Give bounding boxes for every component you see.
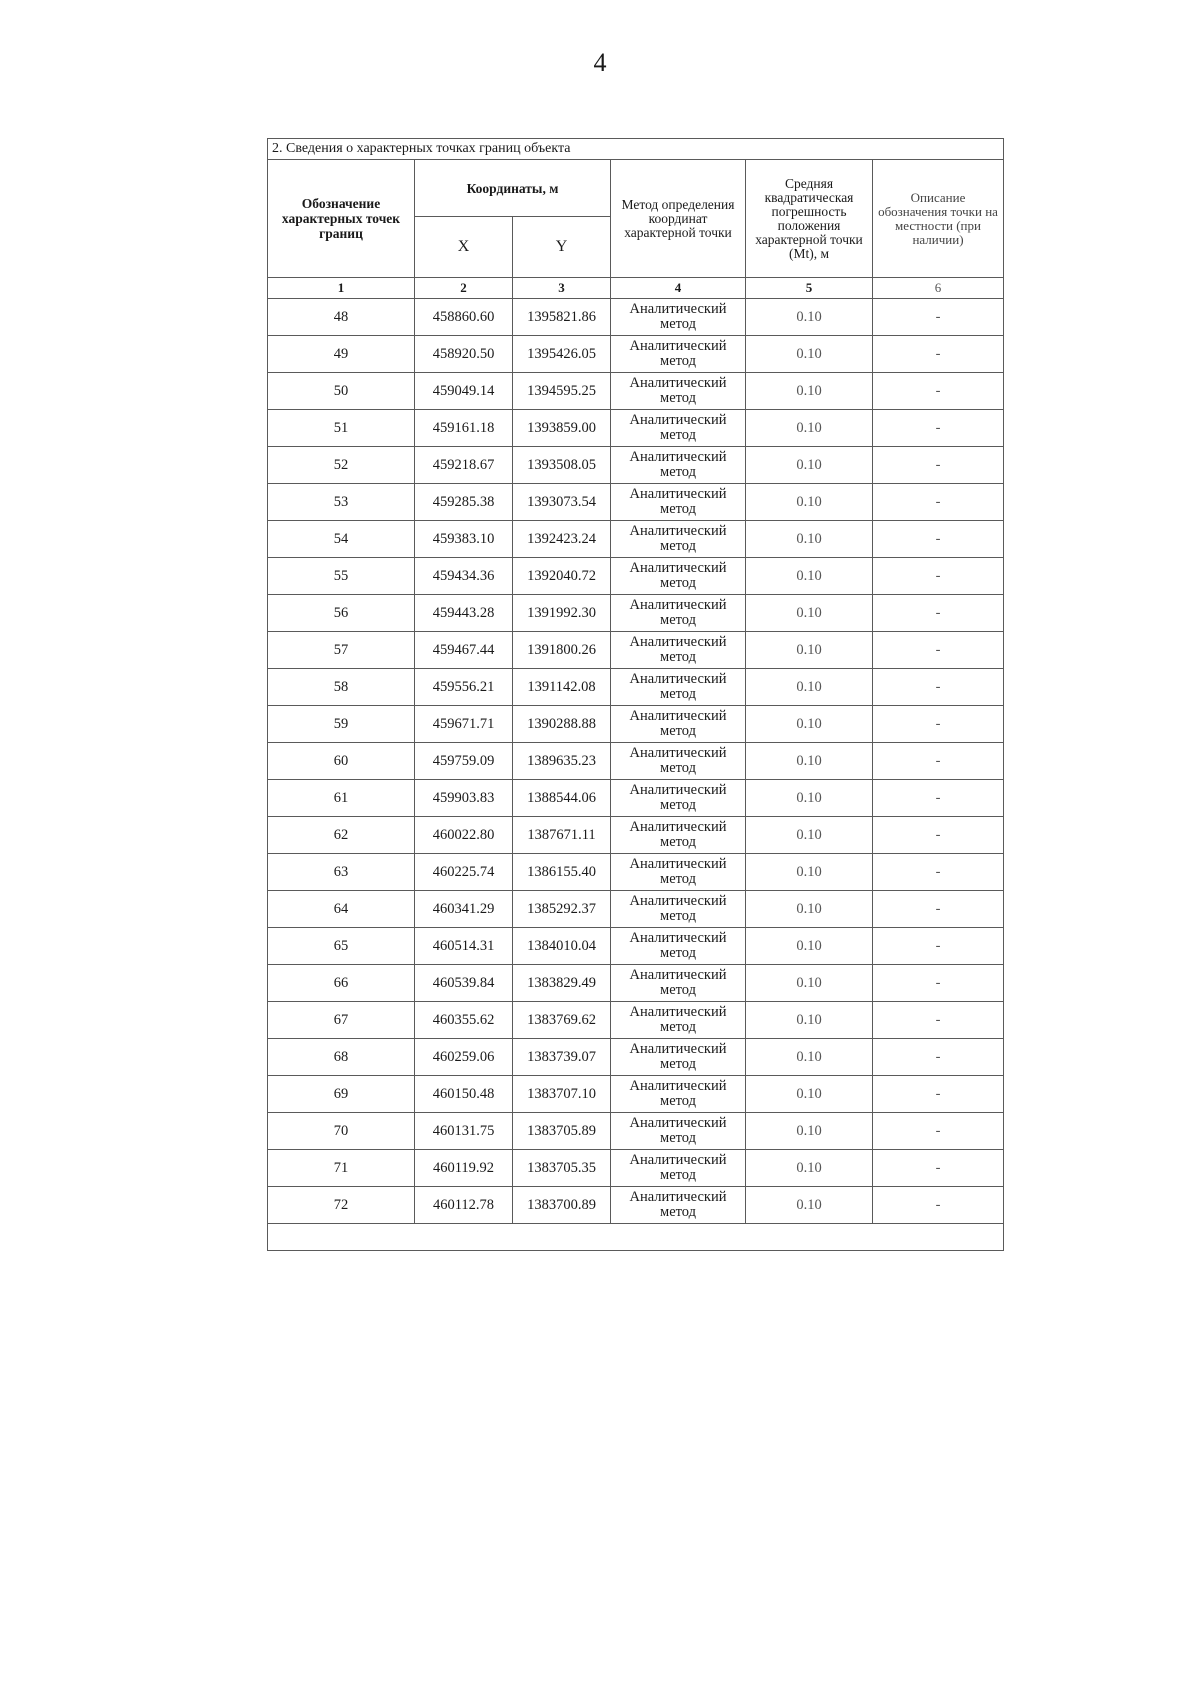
- y-coordinate-cell: 1388544.06: [513, 780, 611, 817]
- x-coordinate-cell: 460355.62: [415, 1002, 513, 1039]
- method-cell: Аналитический метод: [611, 484, 746, 521]
- y-coordinate-cell: 1395426.05: [513, 336, 611, 373]
- method-cell: Аналитический метод: [611, 1076, 746, 1113]
- mean-error-cell: 0.10: [746, 928, 873, 965]
- y-coordinate-cell: 1390288.88: [513, 706, 611, 743]
- method-cell: Аналитический метод: [611, 780, 746, 817]
- point-cell: 55: [268, 558, 415, 595]
- point-cell: 61: [268, 780, 415, 817]
- table-row: [268, 706, 1004, 743]
- description-cell: -: [873, 373, 1004, 410]
- mean-error-cell: 0.10: [746, 632, 873, 669]
- y-coordinate-cell: 1391142.08: [513, 669, 611, 706]
- mean-error-cell: 0.10: [746, 854, 873, 891]
- x-coordinate-cell: 459443.28: [415, 595, 513, 632]
- description-cell: -: [873, 299, 1004, 336]
- x-coordinate-cell: 460112.78: [415, 1187, 513, 1224]
- table-row: [268, 1150, 1004, 1187]
- mean-error-cell: 0.10: [746, 1113, 873, 1150]
- y-coordinate-cell: 1393508.05: [513, 447, 611, 484]
- x-coordinate-cell: 459556.21: [415, 669, 513, 706]
- description-cell: -: [873, 336, 1004, 373]
- point-cell: 59: [268, 706, 415, 743]
- column-number: 6: [873, 278, 1004, 299]
- mean-error-cell: 0.10: [746, 780, 873, 817]
- mean-error-cell: 0.10: [746, 1187, 873, 1224]
- table-row: [268, 521, 1004, 558]
- column-number: 5: [746, 278, 873, 299]
- description-cell: -: [873, 521, 1004, 558]
- method-cell: Аналитический метод: [611, 854, 746, 891]
- method-cell: Аналитический метод: [611, 521, 746, 558]
- table-row: [268, 1002, 1004, 1039]
- mean-error-cell: 0.10: [746, 373, 873, 410]
- point-cell: 51: [268, 410, 415, 447]
- description-cell: -: [873, 891, 1004, 928]
- description-cell: -: [873, 1039, 1004, 1076]
- y-coordinate-cell: 1383769.62: [513, 1002, 611, 1039]
- mean-error-cell: 0.10: [746, 817, 873, 854]
- description-cell: -: [873, 965, 1004, 1002]
- y-coordinate-cell: 1384010.04: [513, 928, 611, 965]
- method-cell: Аналитический метод: [611, 373, 746, 410]
- x-coordinate-cell: 459383.10: [415, 521, 513, 558]
- column-number-row: [268, 278, 1004, 299]
- method-cell: Аналитический метод: [611, 1187, 746, 1224]
- point-cell: 70: [268, 1113, 415, 1150]
- x-coordinate-cell: 459759.09: [415, 743, 513, 780]
- table-row: [268, 1039, 1004, 1076]
- x-coordinate-cell: 459434.36: [415, 558, 513, 595]
- point-cell: 67: [268, 1002, 415, 1039]
- description-cell: -: [873, 743, 1004, 780]
- point-cell: 56: [268, 595, 415, 632]
- mean-error-cell: 0.10: [746, 706, 873, 743]
- point-cell: 54: [268, 521, 415, 558]
- x-coordinate-cell: 459467.44: [415, 632, 513, 669]
- x-coordinate-cell: 459161.18: [415, 410, 513, 447]
- y-coordinate-cell: 1383707.10: [513, 1076, 611, 1113]
- header-mean-error: Средняя квадратическая погрешность положения характерной точки (Mt), м: [746, 160, 873, 278]
- mean-error-cell: 0.10: [746, 1002, 873, 1039]
- x-coordinate-cell: 460131.75: [415, 1113, 513, 1150]
- table-row: [268, 484, 1004, 521]
- description-cell: -: [873, 484, 1004, 521]
- table-row: [268, 558, 1004, 595]
- point-cell: 49: [268, 336, 415, 373]
- table-row: [268, 1187, 1004, 1224]
- point-cell: 62: [268, 817, 415, 854]
- point-cell: 65: [268, 928, 415, 965]
- column-number: 2: [415, 278, 513, 299]
- y-coordinate-cell: 1394595.25: [513, 373, 611, 410]
- x-coordinate-cell: 460539.84: [415, 965, 513, 1002]
- point-cell: 48: [268, 299, 415, 336]
- x-coordinate-cell: 460022.80: [415, 817, 513, 854]
- description-cell: -: [873, 632, 1004, 669]
- x-coordinate-cell: 458860.60: [415, 299, 513, 336]
- description-cell: -: [873, 854, 1004, 891]
- method-cell: Аналитический метод: [611, 595, 746, 632]
- mean-error-cell: 0.10: [746, 484, 873, 521]
- description-cell: -: [873, 1076, 1004, 1113]
- mean-error-cell: 0.10: [746, 1039, 873, 1076]
- header-y: Y: [513, 217, 611, 278]
- x-coordinate-cell: 460341.29: [415, 891, 513, 928]
- x-coordinate-cell: 460150.48: [415, 1076, 513, 1113]
- section-title: 2. Сведения о характерных точках границ объекта: [268, 139, 1004, 160]
- description-cell: -: [873, 447, 1004, 484]
- table-row: [268, 817, 1004, 854]
- y-coordinate-cell: 1383739.07: [513, 1039, 611, 1076]
- y-coordinate-cell: 1383705.35: [513, 1150, 611, 1187]
- description-cell: -: [873, 410, 1004, 447]
- header-method: Метод определения координат характерной точки: [611, 160, 746, 278]
- method-cell: Аналитический метод: [611, 743, 746, 780]
- table-row: [268, 410, 1004, 447]
- method-cell: Аналитический метод: [611, 891, 746, 928]
- boundary-points-section: [267, 138, 1003, 1251]
- x-coordinate-cell: 460514.31: [415, 928, 513, 965]
- table-row: [268, 854, 1004, 891]
- description-cell: -: [873, 780, 1004, 817]
- description-cell: -: [873, 817, 1004, 854]
- point-cell: 58: [268, 669, 415, 706]
- table-row: [268, 891, 1004, 928]
- table-row: [268, 595, 1004, 632]
- mean-error-cell: 0.10: [746, 965, 873, 1002]
- mean-error-cell: 0.10: [746, 743, 873, 780]
- x-coordinate-cell: 459285.38: [415, 484, 513, 521]
- boundary-points-table: [267, 138, 1004, 1251]
- y-coordinate-cell: 1386155.40: [513, 854, 611, 891]
- method-cell: Аналитический метод: [611, 558, 746, 595]
- y-coordinate-cell: 1383705.89: [513, 1113, 611, 1150]
- y-coordinate-cell: 1391800.26: [513, 632, 611, 669]
- method-cell: Аналитический метод: [611, 965, 746, 1002]
- method-cell: Аналитический метод: [611, 447, 746, 484]
- mean-error-cell: 0.10: [746, 336, 873, 373]
- point-cell: 69: [268, 1076, 415, 1113]
- table-row: [268, 1076, 1004, 1113]
- description-cell: -: [873, 558, 1004, 595]
- table-row: [268, 780, 1004, 817]
- x-coordinate-cell: 460225.74: [415, 854, 513, 891]
- table-row: [268, 743, 1004, 780]
- method-cell: Аналитический метод: [611, 669, 746, 706]
- mean-error-cell: 0.10: [746, 669, 873, 706]
- column-number: 4: [611, 278, 746, 299]
- description-cell: -: [873, 928, 1004, 965]
- mean-error-cell: 0.10: [746, 558, 873, 595]
- mean-error-cell: 0.10: [746, 299, 873, 336]
- y-coordinate-cell: 1383700.89: [513, 1187, 611, 1224]
- table-row: [268, 447, 1004, 484]
- header-coordinates: Координаты, м: [415, 160, 611, 217]
- method-cell: Аналитический метод: [611, 410, 746, 447]
- header-point-designation: Обозначение характерных точек границ: [268, 160, 415, 278]
- page-number: 4: [593, 48, 607, 77]
- y-coordinate-cell: 1395821.86: [513, 299, 611, 336]
- column-number: 1: [268, 278, 415, 299]
- x-coordinate-cell: 459218.67: [415, 447, 513, 484]
- y-coordinate-cell: 1393859.00: [513, 410, 611, 447]
- empty-cell: [268, 1224, 1004, 1251]
- description-cell: -: [873, 1113, 1004, 1150]
- method-cell: Аналитический метод: [611, 1002, 746, 1039]
- table-body: [268, 299, 1004, 1224]
- point-cell: 52: [268, 447, 415, 484]
- point-cell: 63: [268, 854, 415, 891]
- table-row: [268, 299, 1004, 336]
- point-cell: 60: [268, 743, 415, 780]
- mean-error-cell: 0.10: [746, 1076, 873, 1113]
- point-cell: 68: [268, 1039, 415, 1076]
- point-cell: 66: [268, 965, 415, 1002]
- y-coordinate-cell: 1391992.30: [513, 595, 611, 632]
- x-coordinate-cell: 458920.50: [415, 336, 513, 373]
- mean-error-cell: 0.10: [746, 1150, 873, 1187]
- y-coordinate-cell: 1392423.24: [513, 521, 611, 558]
- method-cell: Аналитический метод: [611, 336, 746, 373]
- point-cell: 72: [268, 1187, 415, 1224]
- point-cell: 71: [268, 1150, 415, 1187]
- mean-error-cell: 0.10: [746, 891, 873, 928]
- method-cell: Аналитический метод: [611, 817, 746, 854]
- x-coordinate-cell: 460259.06: [415, 1039, 513, 1076]
- table-row: [268, 373, 1004, 410]
- table-row: [268, 336, 1004, 373]
- table-row: [268, 928, 1004, 965]
- x-coordinate-cell: 460119.92: [415, 1150, 513, 1187]
- x-coordinate-cell: 459671.71: [415, 706, 513, 743]
- mean-error-cell: 0.10: [746, 595, 873, 632]
- header-x: X: [415, 217, 513, 278]
- description-cell: -: [873, 1150, 1004, 1187]
- point-cell: 53: [268, 484, 415, 521]
- y-coordinate-cell: 1393073.54: [513, 484, 611, 521]
- y-coordinate-cell: 1385292.37: [513, 891, 611, 928]
- description-cell: -: [873, 706, 1004, 743]
- point-cell: 57: [268, 632, 415, 669]
- method-cell: Аналитический метод: [611, 1150, 746, 1187]
- mean-error-cell: 0.10: [746, 447, 873, 484]
- description-cell: -: [873, 595, 1004, 632]
- table-row: [268, 965, 1004, 1002]
- table-row: [268, 669, 1004, 706]
- y-coordinate-cell: 1389635.23: [513, 743, 611, 780]
- x-coordinate-cell: 459049.14: [415, 373, 513, 410]
- method-cell: Аналитический метод: [611, 632, 746, 669]
- method-cell: Аналитический метод: [611, 928, 746, 965]
- description-cell: -: [873, 1187, 1004, 1224]
- mean-error-cell: 0.10: [746, 521, 873, 558]
- method-cell: Аналитический метод: [611, 1113, 746, 1150]
- y-coordinate-cell: 1383829.49: [513, 965, 611, 1002]
- header-description: Описание обозначения точки на местности (при наличии): [873, 160, 1004, 278]
- point-cell: 50: [268, 373, 415, 410]
- mean-error-cell: 0.10: [746, 410, 873, 447]
- x-coordinate-cell: 459903.83: [415, 780, 513, 817]
- column-number: 3: [513, 278, 611, 299]
- method-cell: Аналитический метод: [611, 1039, 746, 1076]
- description-cell: -: [873, 669, 1004, 706]
- table-row: [268, 632, 1004, 669]
- method-cell: Аналитический метод: [611, 299, 746, 336]
- y-coordinate-cell: 1392040.72: [513, 558, 611, 595]
- method-cell: Аналитический метод: [611, 706, 746, 743]
- y-coordinate-cell: 1387671.11: [513, 817, 611, 854]
- table-row: [268, 1113, 1004, 1150]
- description-cell: -: [873, 1002, 1004, 1039]
- point-cell: 64: [268, 891, 415, 928]
- empty-footer-row: [268, 1224, 1004, 1251]
